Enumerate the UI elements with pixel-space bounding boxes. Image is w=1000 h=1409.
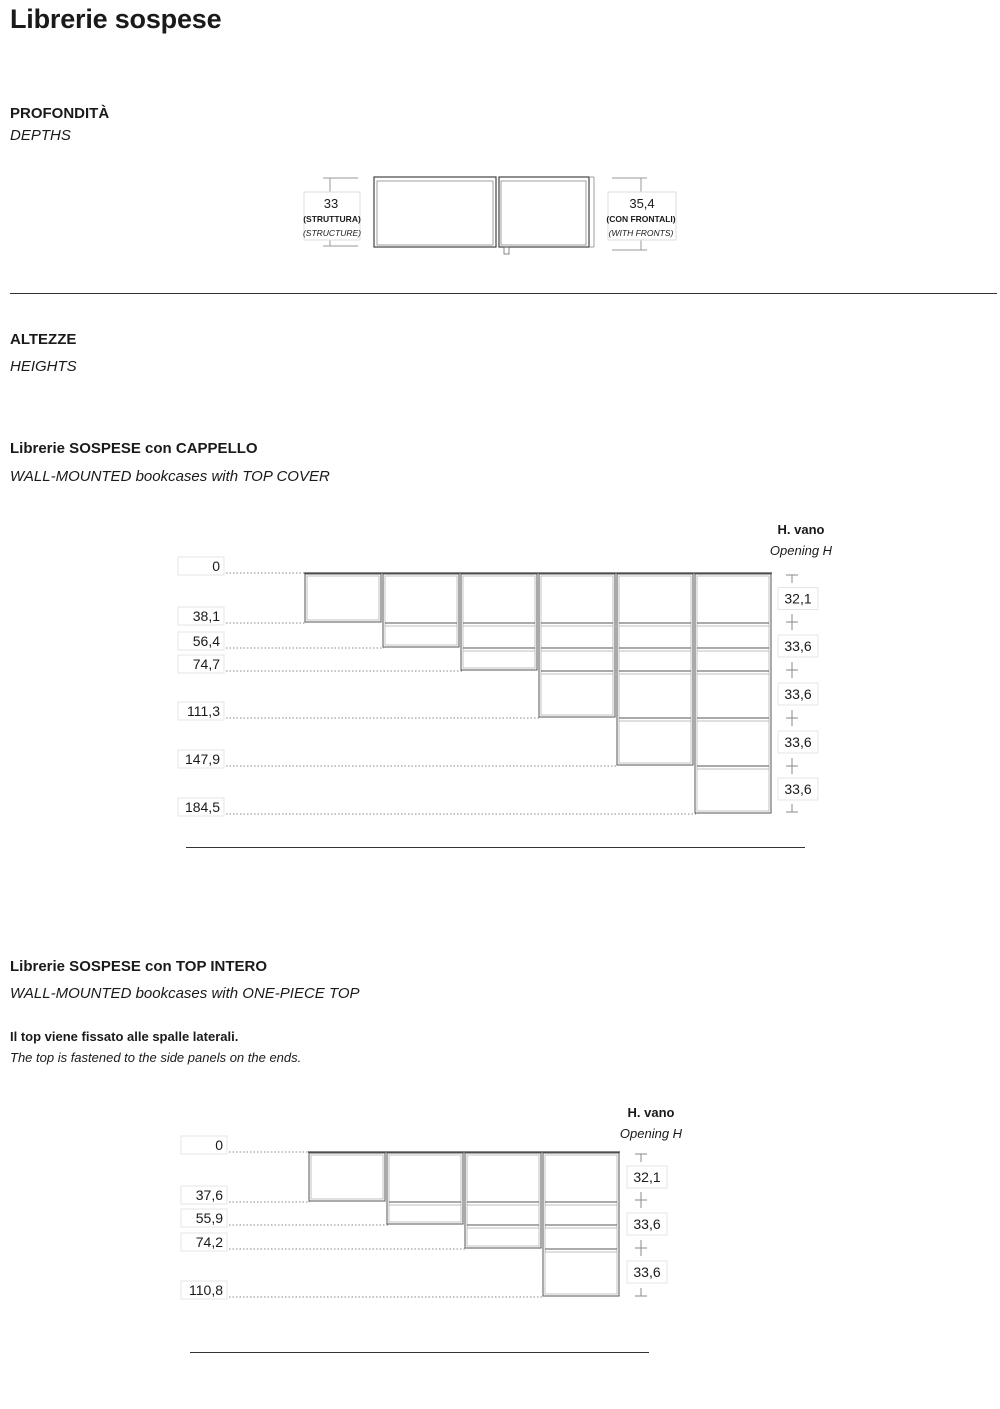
opening-label: 33,6: [784, 686, 812, 702]
page-title: Librerie sospese: [10, 4, 222, 34]
depths-title: PROFONDITÀ: [10, 105, 110, 122]
cabinet-column: [461, 574, 537, 670]
top-intero-floor-line: [190, 1352, 649, 1353]
structure-depth-value: 33: [323, 196, 339, 211]
level-label: 110,8: [189, 1282, 223, 1298]
opening-label: 33,6: [633, 1216, 661, 1232]
cabinet-column-inner: [467, 1155, 539, 1246]
cabinet-column-inner: [697, 576, 769, 811]
cappello-subtitle: WALL-MOUNTED bookcases with TOP COVER: [10, 468, 330, 485]
depths-subtitle: DEPTHS: [10, 127, 71, 144]
opening-label: 33,6: [633, 1264, 661, 1280]
level-label: 38,1: [192, 608, 220, 624]
cabinet-column-inner: [619, 576, 691, 763]
cabinet-column-inner: [311, 1155, 383, 1199]
cabinet-column: [539, 574, 615, 717]
opening-label: 33,6: [784, 734, 812, 750]
cabinet-column: [617, 574, 693, 765]
top-intero-note: Il top viene fissato alle spalle laterali.: [10, 1029, 239, 1044]
cappello-title: Librerie SOSPESE con CAPPELLO: [10, 440, 258, 457]
cabinet-column-inner: [541, 576, 613, 715]
cabinet-column: [465, 1153, 541, 1248]
opening-label: 33,6: [784, 638, 812, 654]
cabinet-column: [387, 1153, 463, 1224]
level-label: 184,5: [184, 799, 220, 815]
cabinet-column: [309, 1153, 385, 1201]
level-label: 56,4: [192, 633, 220, 649]
level-label: 111,3: [187, 703, 220, 719]
level-label: 74,2: [195, 1234, 223, 1250]
level-label: 0: [212, 558, 220, 574]
cappello-diagram: [178, 557, 818, 816]
opening-label: 32,1: [633, 1169, 661, 1185]
cabinet-column-inner: [389, 1155, 461, 1222]
cabinet-column-inner: [385, 576, 457, 645]
fronts-depth-value: 35,4: [629, 196, 655, 211]
top-intero-opening-label: H. vano: [627, 1105, 675, 1120]
opening-label: 33,6: [784, 781, 812, 797]
cappello-opening-label: H. vano: [777, 522, 825, 537]
level-label: 0: [215, 1137, 223, 1153]
structure-depth-label-en: (STRUCTURE): [302, 228, 362, 238]
structure-depth-label: (STRUTTURA): [303, 214, 361, 224]
level-label: 37,6: [195, 1187, 223, 1203]
top-intero-subtitle: WALL-MOUNTED bookcases with ONE-PIECE TOP: [10, 985, 360, 1002]
level-label: 147,9: [184, 751, 220, 767]
cabinet-column-inner: [307, 576, 379, 620]
heights-subtitle: HEIGHTS: [10, 358, 77, 375]
heights-title: ALTEZZE: [10, 331, 77, 348]
top-intero-diagram: [181, 1136, 667, 1299]
level-label: 74,7: [192, 656, 220, 672]
depth-diagram: [303, 177, 676, 254]
top-intero-title: Librerie SOSPESE con TOP INTERO: [10, 958, 268, 975]
cappello-floor-line: [186, 847, 805, 848]
fronts-depth-label-en: (WITH FRONTS): [608, 228, 674, 238]
opening-label: 32,1: [784, 590, 812, 607]
top-intero-opening-label-en: Opening H: [619, 1126, 683, 1141]
section-divider: [10, 293, 997, 294]
cabinet-column: [695, 574, 771, 813]
cabinet-column-inner: [463, 576, 535, 668]
cabinet-column: [305, 574, 381, 622]
cappello-opening-label-en: Opening H: [769, 543, 833, 558]
top-intero-note-en: The top is fastened to the side panels on the ends.: [10, 1050, 302, 1065]
cabinet-column: [383, 574, 459, 647]
fronts-depth-label: (CON FRONTALI): [606, 214, 676, 224]
level-label: 55,9: [195, 1210, 223, 1226]
